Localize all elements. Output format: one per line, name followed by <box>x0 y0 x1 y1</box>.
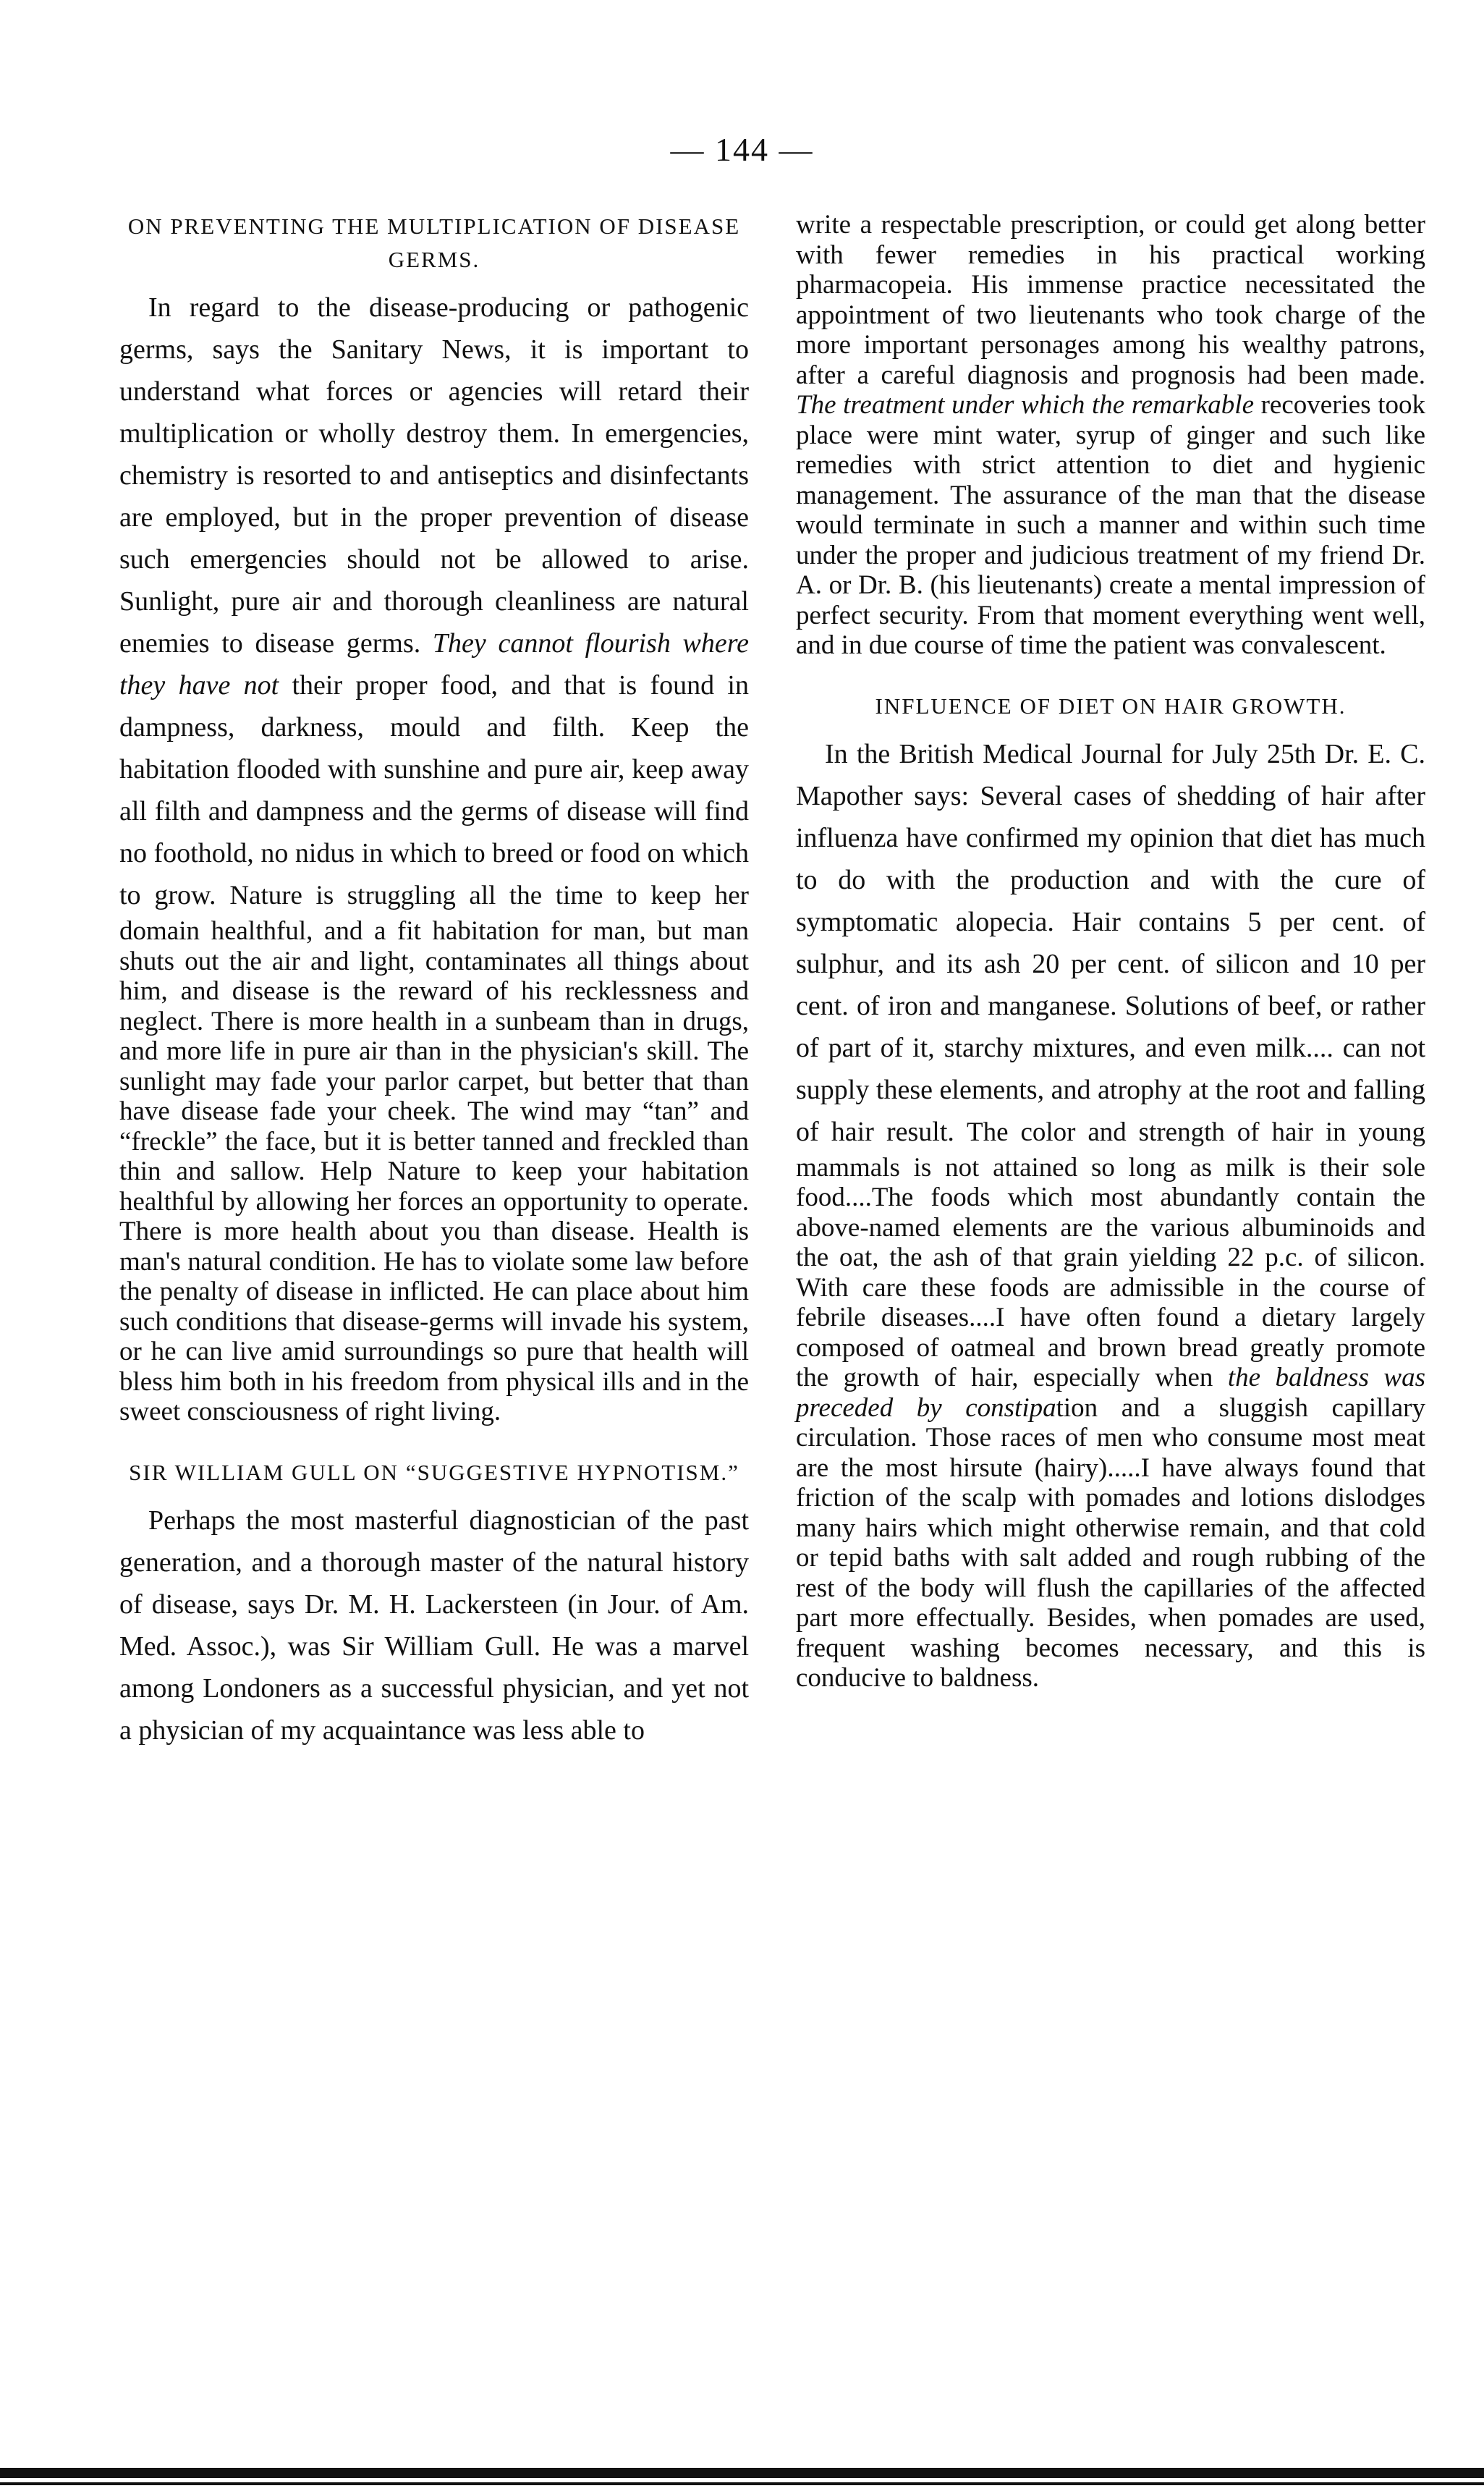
page-number: — 144 — <box>670 131 814 168</box>
hair-text-a: In the British Medical Journal for July 25th Dr. E. C. Mapother says: Several cases of shedding of hair after influenza have confirmed my opinion that diet has much to do with the production and with the cure of symptomatic alopecia. Hair contains 5 per cent. of sulphur, and its ash 20 per cent. of silicon and 10 per cent. of iron and manganese. Solutions of beef, or rather of part of it, starchy mixtures, and even milk.... can not supply these elements, and atrophy at the root and falling of hair result. <box>796 738 1425 1147</box>
article-body-gull: Perhaps the most masterful diagnostician of the past generation, and a thorough master of the natural history of disease, says Dr. M. H. Lackersteen (in Jour. of Am. Med. Assoc.), was Sir William Gull. He was a marvel among Londoners as a successful physician, and yet not a physician of my acquaintance was less able to <box>119 1505 749 1746</box>
hair-text-b: The color and strength of hair in young mammals is not attained so long as milk is their sole food....The foods which most abundantly contain the above-named elements are the various albuminoids and the oat, the ash of that grain yielding 22 p.c. of silicon. With care these foods are admissible in the course of febrile diseases....I have often found a dietary largely composed of oatmeal and brown bread greatly promote the growth of hair, especially when <box>796 1117 1426 1392</box>
article-body-hair <box>796 733 1425 1693</box>
left-column <box>119 210 749 1751</box>
article-title-gull: SIR WILLIAM GULL ON “SUGGESTIVE HYPNOTISM.” <box>129 1459 739 1485</box>
article-body-gull-continued <box>796 210 1425 661</box>
hair-text-italic: the baldness was preceded by constipa <box>796 1363 1425 1423</box>
hair-text-c: tion and a sluggish capillary circulation. Those races of men who consume most meat are the most hirsute (hairy).....I have always found that friction of the scalp with pomades and lotions dislodges many hairs which might otherwise remain, and that cold or tepid baths with salt added and rough rubbing of the rest of the body will flush the capillaries of the affected part more effectually. Besides, when pomades are used, frequent washing becomes necessary, and this is conducive to baldness. <box>796 1392 1425 1693</box>
germs-text-b: their proper food, and that is found in dampness, darkness, mould and filth. Keep the habitation flooded with sunshine and pure air, keep away all filth and dampness and the germs of disease will find no foothold, no nidus in which to breed or food on which to grow. <box>119 670 749 910</box>
gull-text-a: write a respectable prescription, or could get along better with fewer remedies in his practical working pharmacopeia. His immense practice necessitated the appointment of two lieutenants who took charge of the more important personages among his wealthy patrons, after a careful diagnosis and prognosis had been made. <box>796 210 1425 390</box>
germs-text-c: Nature is struggling all the time to keep her domain healthful, and a fit habitation for man, but man shuts out the air and light, contaminates all things about him, and disease is the reward of his recklessness and neglect. There is more health in a sunbeam than in drugs, and more life in pure air than in the physician's skill. The sunlight may fade your parlor carpet, but better that than have disease fade your cheek. The wind may “tan” and “freckle” the face, but it is better tanned and freckled than thin and sallow. Help Nature to keep your habitation healthful by allowing her forces an opportunity to operate. There is more health about you than disease. Health is man's natural condition. He has to violate some law before the penalty of disease in inflicted. He can place about him such conditions that disease-germs will invade his system, or he can live amid surroundings so pure that health will bless him both in his freedom from physical ills and in the sweet consciousness of right living. <box>119 881 750 1426</box>
gull-text-b: recoveries took place were mint water, syrup of ginger and such like remedies with strict attention to diet and hygienic management. The assurance of the man that the disease would terminate in such a manner and within such time under the proper and judicious treatment of my friend Dr. A. or Dr. B. (his lieutenants) create a mental impression of perfect security. From that moment everything went well, and in due course of time the patient was convalescent. <box>796 390 1425 660</box>
germs-text-italic: They cannot flourish where they have not <box>119 628 749 701</box>
bottom-rule-thick <box>0 2468 1484 2478</box>
bottom-rule <box>0 2468 1484 2485</box>
germs-text-a: In regard to the disease-producing or pathogenic germs, says the Sanitary News, it is important to understand what forces or agencies will retard their multiplication or wholly destroy them. In emergencies, chemistry is resorted to and antiseptics and disinfectants are employed, but in the proper prevention of disease such emergencies should not be allowed to arise. Sunlight, pure air and thorough cleanliness are natural enemies to disease germs. <box>119 292 749 659</box>
article-title-germs: ON PREVENTING THE MULTIPLICATION OF DISEASE GERMS. <box>127 213 741 272</box>
bottom-rule-thin <box>0 2482 1484 2485</box>
article-title-hair: INFLUENCE OF DIET ON HAIR GROWTH. <box>875 693 1347 719</box>
gull-text-italic: The treatment under which the remarkable <box>796 390 1255 420</box>
article-body-germs <box>119 287 749 1427</box>
right-column <box>796 210 1425 1693</box>
